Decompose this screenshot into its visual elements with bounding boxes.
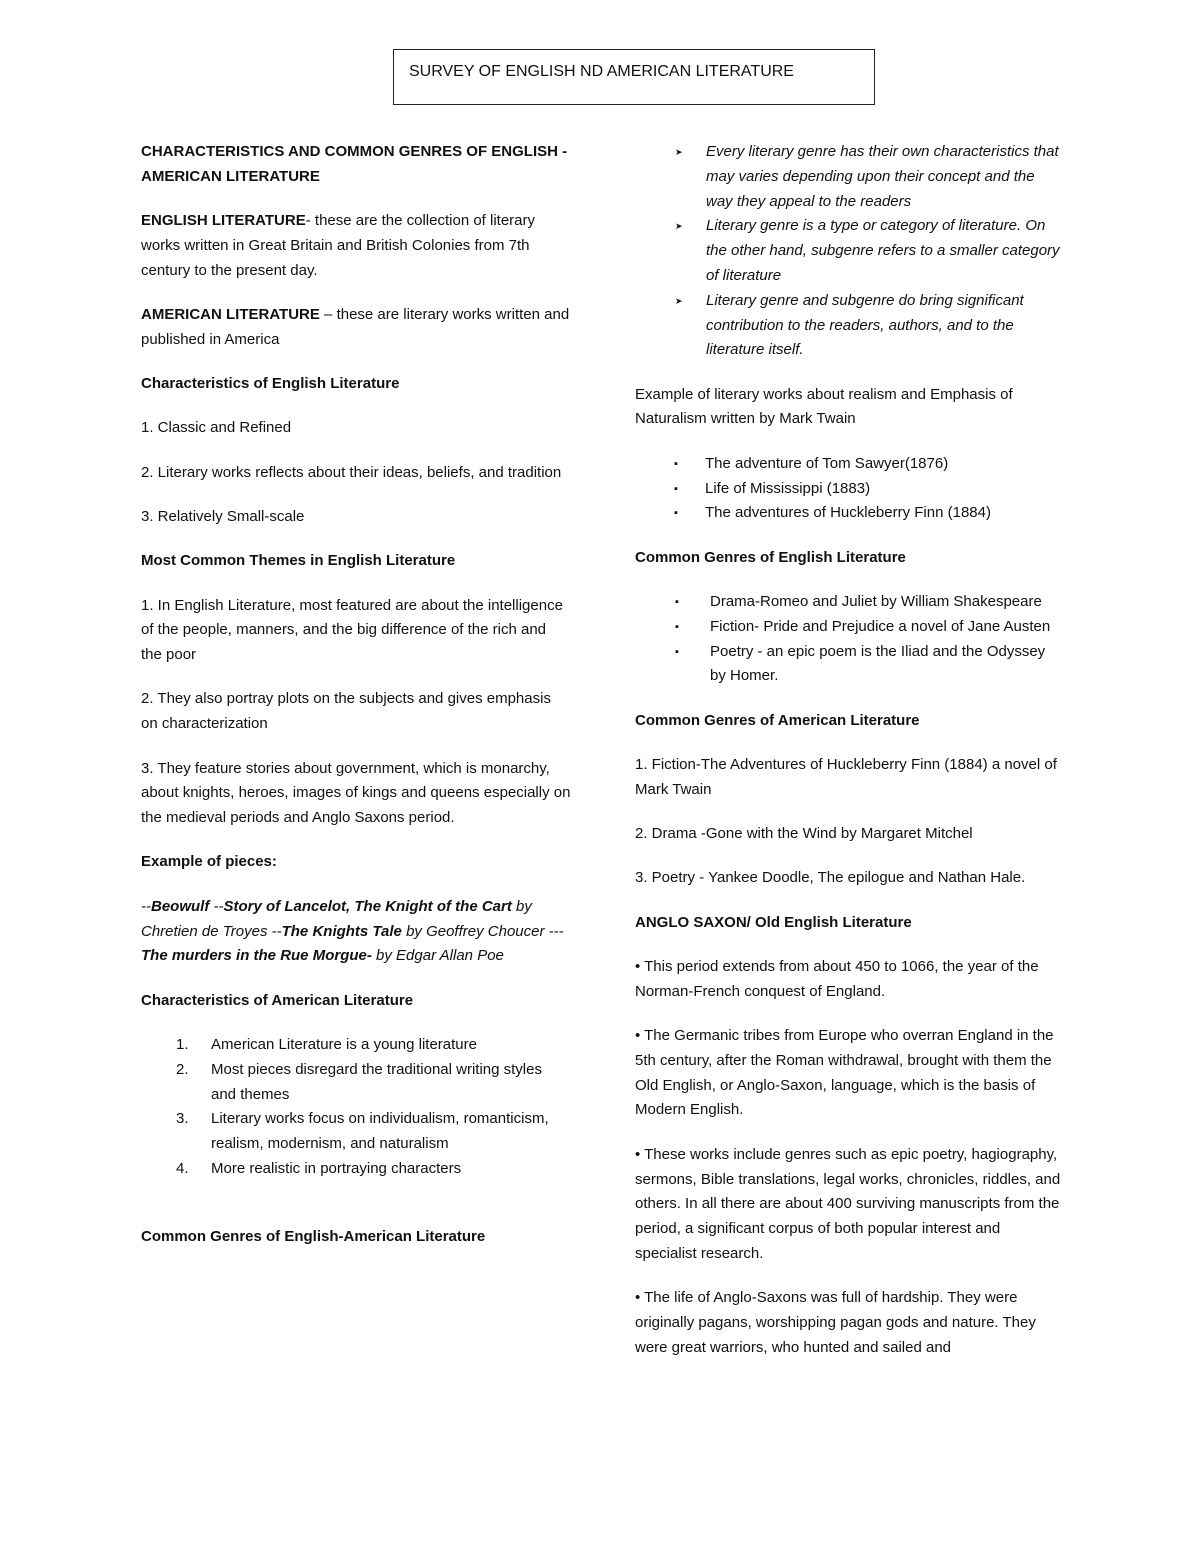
- english-genres-list: [635, 590, 1065, 689]
- anglo-saxon-paragraph: • These works include genres such as epic poetry, hagiography, sermons, Bible translations, legal works, chronicles, riddles, and others. In all there are about 400 surviving manuscripts from the period, a significant corpus of both popular interest and specialist research.: [635, 1145, 1061, 1262]
- dash-text: --: [209, 897, 224, 915]
- american-genre-item: 1. Fiction-The Adventures of Huckleberry Finn (1884) a novel of Mark Twain: [635, 755, 1057, 798]
- list-item: [635, 289, 1065, 363]
- author-text: by Chretien de Troyes --: [141, 897, 532, 940]
- list-item-text: Literary genre is a type or category of literature. On the other hand, subgenre refers to a smaller category of literature: [706, 217, 1060, 284]
- char-american-heading: Characteristics of American Literature: [141, 991, 414, 1009]
- square-bullet-icon: ▪: [674, 482, 678, 495]
- american-literature-text: – these are literary works written and published in America: [141, 305, 570, 348]
- anglo-saxon-paragraph: • The Germanic tribes from Europe who overran England in the 5th century, after the Roman withdrawal, brought with them the Old English, or Anglo-Saxon, language, which is the basis of Modern English.: [635, 1027, 1054, 1119]
- list-item-text: Poetry - an epic poem is the Iliad and the Odyssey by Homer.: [710, 642, 1046, 685]
- dash-text: --: [141, 897, 151, 915]
- american-literature-term: AMERICAN LITERATURE: [141, 305, 320, 323]
- list-item: [635, 615, 1065, 640]
- knights-tale-title: The Knights Tale: [281, 922, 402, 940]
- english-literature-term: ENGLISH LITERATURE: [141, 212, 306, 230]
- char-american-list: [141, 1033, 571, 1182]
- list-number: 2.: [176, 1060, 189, 1078]
- anglo-saxon-paragraph: • This period extends from about 450 to 1066, the year of the Norman-French conquest of England.: [635, 957, 1039, 1000]
- arrowhead-bullet-icon: ➤: [675, 147, 683, 157]
- list-item-text: Life of Mississippi (1883): [705, 479, 871, 497]
- list-item: [141, 1058, 571, 1108]
- list-item-text: More realistic in portraying characters: [211, 1159, 462, 1177]
- square-bullet-icon: ▪: [675, 620, 679, 633]
- twain-intro: Example of literary works about realism and Emphasis of Naturalism written by Mark Twain: [635, 385, 1013, 428]
- list-item: [635, 452, 1065, 477]
- list-item-text: Literary genre and subgenre do bring significant contribution to the readers, authors, and to the literature itself.: [706, 291, 1024, 359]
- american-genre-item: 3. Poetry - Yankee Doodle, The epilogue and Nathan Hale.: [635, 869, 1026, 887]
- lancelot-title: Story of Lancelot, The Knight of the Cart: [223, 897, 512, 915]
- list-item: [635, 477, 1065, 502]
- arrowhead-bullet-icon: ➤: [675, 295, 683, 306]
- anglo-saxon-paragraph: • The life of Anglo-Saxons was full of hardship. They were originally pagans, worshipping pagan gods and nature. They were great warriors, who hunted and sailed and: [635, 1289, 1036, 1356]
- twain-works-list: [635, 452, 1065, 526]
- theme-item: 3. They feature stories about government, which is monarchy, about knights, heroes, images of kings and queens especially on the medieval periods and Anglo Saxons period.: [141, 759, 571, 827]
- square-bullet-icon: ▪: [675, 595, 679, 608]
- beowulf-title: Beowulf: [151, 897, 210, 915]
- genre-feature-list: [635, 140, 1065, 363]
- list-item-text: Fiction- Pride and Prejudice a novel of Jane Austen: [710, 617, 1051, 635]
- common-genres-heading: Common Genres of English-American Literature: [141, 1227, 486, 1245]
- author-text: by Geoffrey Choucer ---: [401, 922, 564, 940]
- square-bullet-icon: ▪: [675, 645, 679, 658]
- theme-item: 2. They also portray plots on the subjects and gives emphasis on characterization: [141, 690, 551, 733]
- american-genre-item: 2. Drama -Gone with the Wind by Margaret Mitchel: [635, 825, 973, 843]
- english-genres-heading: Common Genres of English Literature: [635, 548, 906, 566]
- list-item-text: The adventures of Huckleberry Finn (1884): [705, 504, 991, 522]
- document-title: SURVEY OF ENGLISH ND AMERICAN LITERATURE: [393, 49, 875, 105]
- list-item: [635, 214, 1065, 288]
- english-literature-definition: [141, 209, 571, 283]
- list-item-text: Literary works focus on individualism, romanticism, realism, modernism, and naturalism: [211, 1110, 549, 1153]
- rue-morgue-title: The murders in the Rue Morgue-: [141, 947, 372, 965]
- english-literature-text: - these are the collection of literary works written in Great Britain and British Colonies from 7th century to the present day.: [141, 212, 536, 279]
- list-item-text: Every literary genre has their own characteristics that may varies depending upon their concept and the way they appeal to the readers: [706, 143, 1059, 210]
- left-column: [141, 140, 571, 1269]
- list-item: [141, 1033, 571, 1058]
- char-english-item: 3. Relatively Small-scale: [141, 507, 305, 525]
- theme-item: 1. In English Literature, most featured are about the intelligence of the people, manners, and the big difference of the rich and the poor: [141, 596, 563, 664]
- square-bullet-icon: ▪: [674, 457, 678, 470]
- arrowhead-bullet-icon: ➤: [675, 221, 683, 232]
- char-english-heading: Characteristics of English Literature: [141, 375, 400, 393]
- author-text: by Edgar Allan Poe: [371, 947, 504, 965]
- american-genres-heading: Common Genres of American Literature: [635, 711, 920, 729]
- examples-paragraph: [141, 895, 571, 969]
- american-literature-definition: [141, 303, 571, 353]
- list-number: 1.: [176, 1035, 189, 1053]
- list-item-text: American Literature is a young literature: [211, 1035, 477, 1053]
- list-item: [635, 140, 1065, 214]
- list-item: [141, 1157, 571, 1182]
- examples-heading: Example of pieces:: [141, 853, 277, 871]
- right-column: [635, 140, 1065, 1380]
- list-item: [141, 1107, 571, 1157]
- anglo-saxon-heading: ANGLO SAXON/ Old English Literature: [635, 913, 912, 931]
- themes-heading: Most Common Themes in English Literature: [141, 552, 456, 570]
- list-number: 3.: [176, 1110, 189, 1128]
- square-bullet-icon: ▪: [674, 507, 678, 520]
- list-item: [635, 501, 1065, 526]
- list-item-text: Drama-Romeo and Juliet by William Shakespeare: [710, 592, 1042, 610]
- char-english-item: 1. Classic and Refined: [141, 419, 292, 437]
- list-number: 4.: [176, 1159, 189, 1177]
- list-item: [635, 590, 1065, 615]
- list-item-text: The adventure of Tom Sawyer(1876): [705, 454, 949, 472]
- main-heading: CHARACTERISTICS AND COMMON GENRES OF ENGLISH - AMERICAN LITERATURE: [141, 143, 568, 185]
- list-item-text: Most pieces disregard the traditional writing styles and themes: [211, 1060, 542, 1103]
- char-english-item: 2. Literary works reflects about their ideas, beliefs, and tradition: [141, 463, 562, 481]
- list-item: [635, 640, 1065, 690]
